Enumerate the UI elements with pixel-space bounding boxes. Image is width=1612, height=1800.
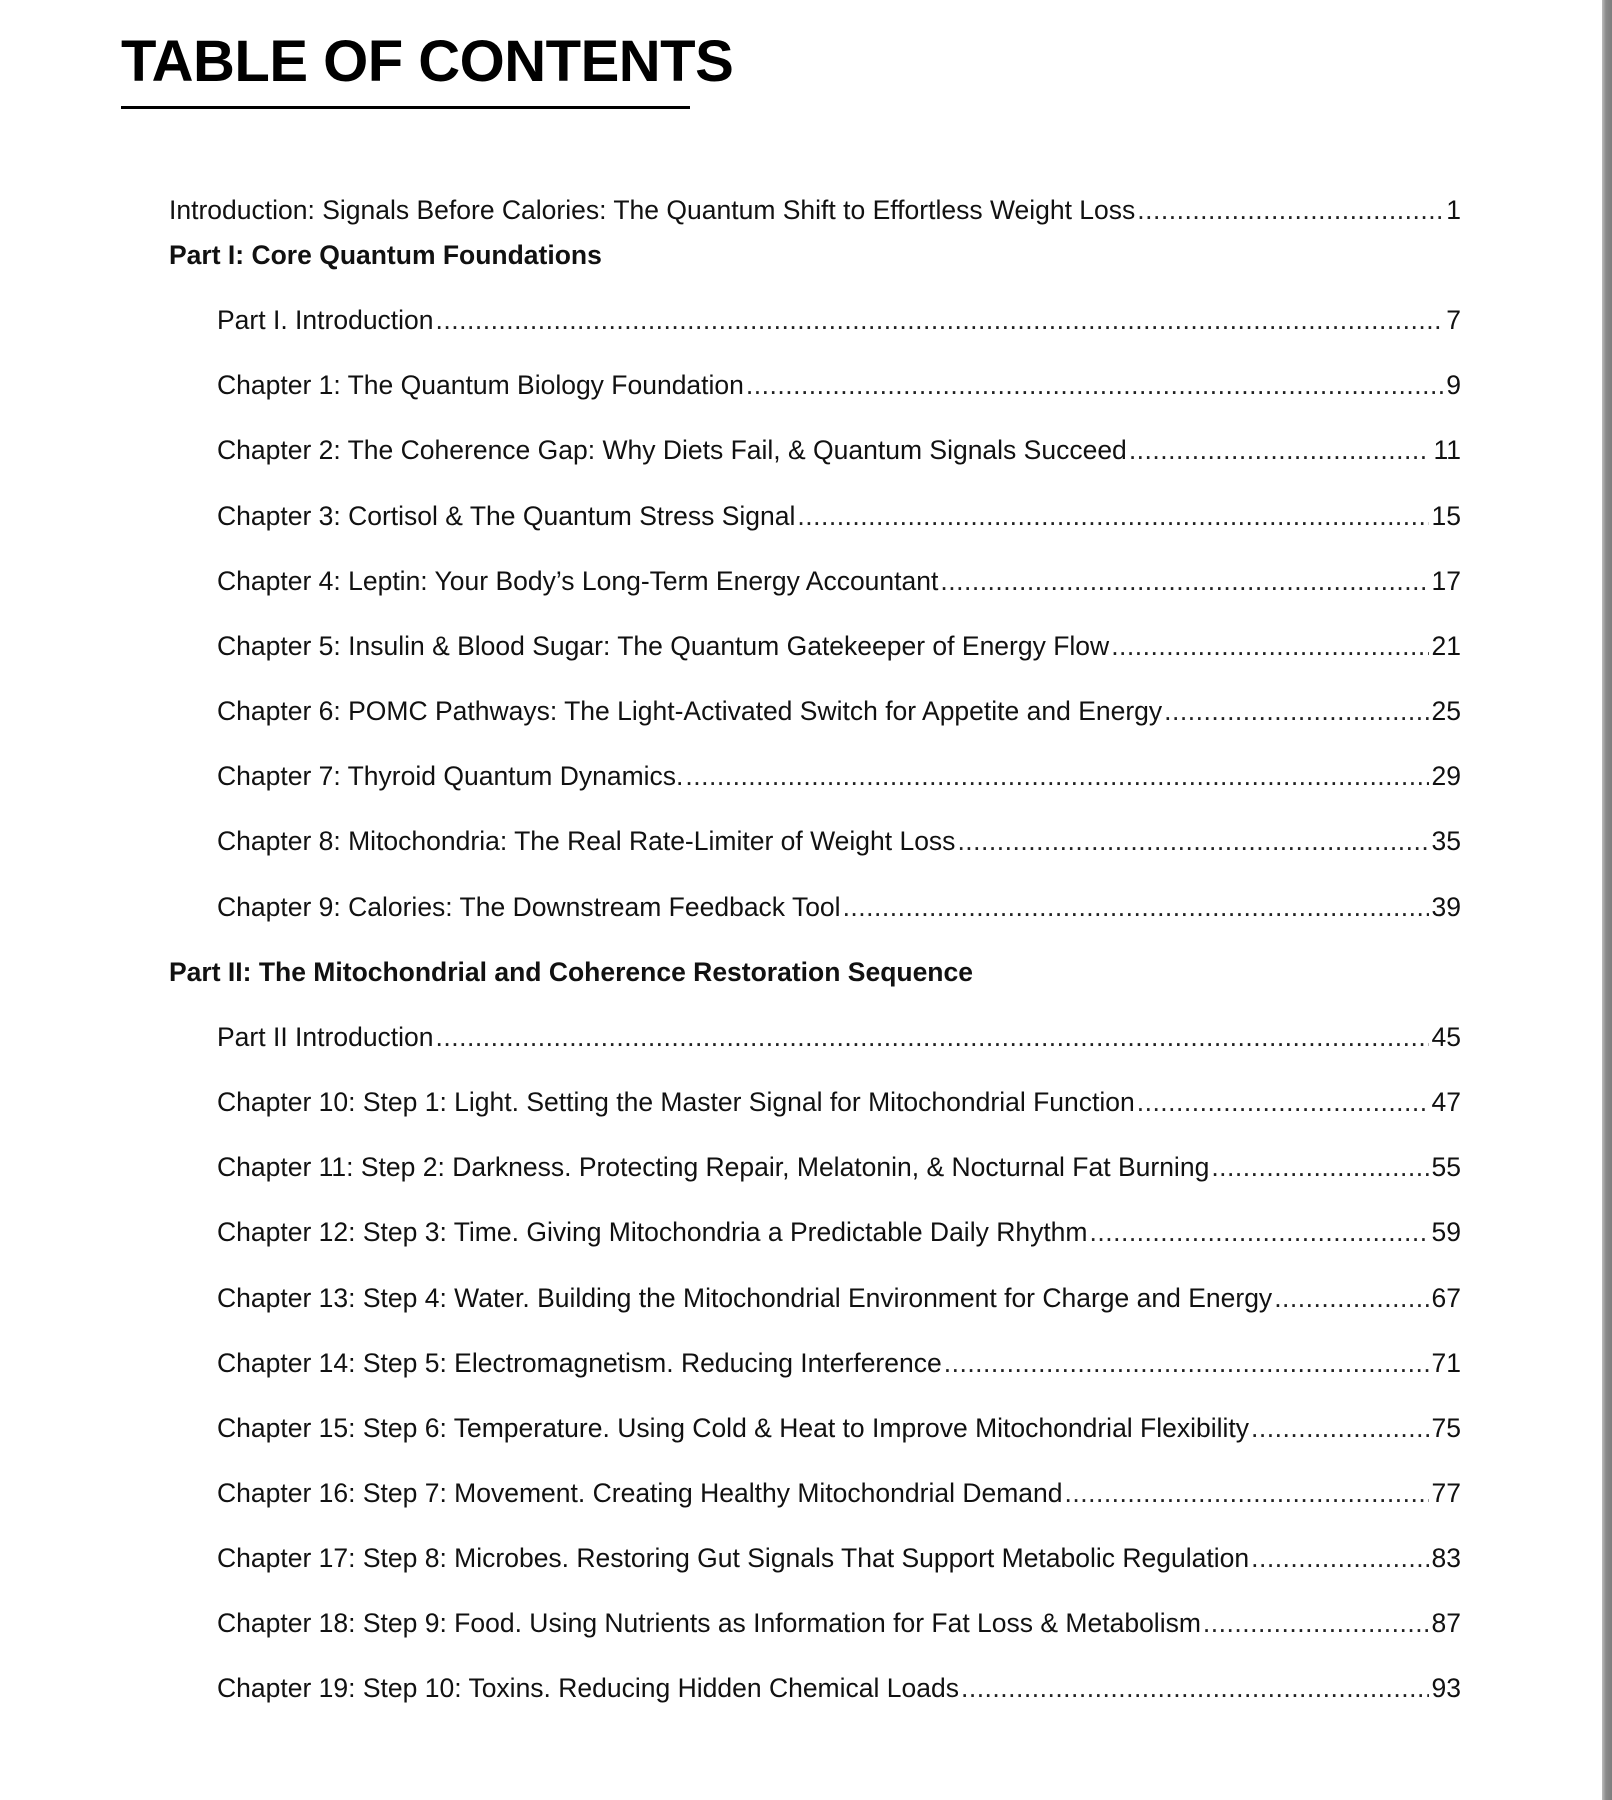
dot-leader <box>1090 1215 1429 1249</box>
toc-entry-label: Chapter 4: Leptin: Your Body’s Long-Term Energy Accountant <box>217 566 939 596</box>
toc-entry-page: 1 <box>1446 195 1461 225</box>
dot-leader <box>1203 1606 1429 1640</box>
toc-entry[interactable] <box>217 1346 1461 1380</box>
toc-entry-label: Chapter 5: Insulin & Blood Sugar: The Quantum Gatekeeper of Energy Flow <box>217 631 1110 661</box>
part-heading-1: Part I: Core Quantum Foundations <box>169 240 602 270</box>
toc-entry[interactable] <box>217 824 1461 858</box>
toc-entry-label: Chapter 18: Step 9: Food. Using Nutrients as Information for Fat Loss & Metabolism <box>217 1608 1201 1638</box>
toc-entry[interactable] <box>217 303 1461 337</box>
dot-leader <box>797 499 1428 533</box>
toc-entry-label: Chapter 12: Step 3: Time. Giving Mitochondria a Predictable Daily Rhythm <box>217 1217 1088 1247</box>
dot-leader <box>1211 1150 1428 1184</box>
toc-entry-label: Part II Introduction <box>217 1022 434 1052</box>
toc-entry[interactable] <box>217 1671 1461 1705</box>
toc-entry-page: 71 <box>1431 1348 1461 1378</box>
toc-entry-label: Introduction: Signals Before Calories: The Quantum Shift to Effortless Weight Loss <box>169 195 1136 225</box>
toc-entry[interactable] <box>217 1411 1461 1445</box>
toc-entry[interactable] <box>217 1150 1461 1184</box>
toc-entry[interactable] <box>217 564 1461 598</box>
dot-leader <box>1137 193 1443 227</box>
dot-leader <box>1111 629 1428 663</box>
toc-entry-page: 15 <box>1431 501 1461 531</box>
toc-entry-label: Chapter 14: Step 5: Electromagnetism. Reducing Interference <box>217 1348 942 1378</box>
toc-entry-label: Chapter 8: Mitochondria: The Real Rate-Limiter of Weight Loss <box>217 826 956 856</box>
toc-entry[interactable] <box>217 1606 1461 1640</box>
page-edge-shadow <box>1602 0 1612 1800</box>
toc-entry-page: 17 <box>1431 566 1461 596</box>
toc-entry-page: 87 <box>1431 1608 1461 1638</box>
toc-entry[interactable] <box>217 1020 1461 1054</box>
toc-entry[interactable] <box>217 1281 1461 1315</box>
dot-leader <box>746 368 1443 402</box>
toc-entry[interactable] <box>217 759 1461 793</box>
toc-entry-page: 47 <box>1431 1087 1461 1117</box>
toc-entry[interactable] <box>217 1215 1461 1249</box>
toc-entry-label: Chapter 1: The Quantum Biology Foundation <box>217 370 744 400</box>
toc-entry-page: 59 <box>1431 1217 1461 1247</box>
toc-entry-label: Chapter 15: Step 6: Temperature. Using Cold & Heat to Improve Mitochondrial Flexibility <box>217 1413 1250 1443</box>
toc-entry-page: 25 <box>1431 696 1461 726</box>
dot-leader <box>944 1346 1429 1380</box>
toc-entry-label: Chapter 17: Step 8: Microbes. Restoring Gut Signals That Support Metabolic Regulation <box>217 1543 1250 1573</box>
dot-leader <box>843 890 1429 924</box>
toc-entry[interactable] <box>217 1541 1461 1575</box>
toc-entry[interactable] <box>217 1476 1461 1510</box>
dot-leader <box>436 1020 1429 1054</box>
toc-entry-page: 21 <box>1431 631 1461 661</box>
toc-entry-page: 11 <box>1433 435 1461 465</box>
toc-entry-page: 9 <box>1446 370 1461 400</box>
toc-entry[interactable] <box>217 499 1461 533</box>
dot-leader <box>1251 1411 1428 1445</box>
toc-entry-label: Chapter 9: Calories: The Downstream Feedback Tool <box>217 892 841 922</box>
title-underline <box>121 106 690 109</box>
toc-entry-label: Chapter 19: Step 10: Toxins. Reducing Hidden Chemical Loads <box>217 1673 959 1703</box>
toc-entry-label: Chapter 16: Step 7: Movement. Creating Healthy Mitochondrial Demand <box>217 1478 1063 1508</box>
page-title: TABLE OF CONTENTS <box>121 29 734 94</box>
toc-entry-label: Chapter 3: Cortisol & The Quantum Stress Signal <box>217 501 796 531</box>
toc-entry[interactable] <box>217 629 1461 663</box>
toc-entry-page: 39 <box>1431 892 1461 922</box>
toc-entry-label: Chapter 13: Step 4: Water. Building the Mitochondrial Environment for Charge and Energy <box>217 1283 1273 1313</box>
toc-entry[interactable] <box>217 1085 1461 1119</box>
toc-entry-page: 7 <box>1446 305 1461 335</box>
toc-entry-page: 93 <box>1431 1673 1461 1703</box>
toc-entry-page: 45 <box>1431 1022 1461 1052</box>
dot-leader <box>1274 1281 1428 1315</box>
toc-entry-page: 29 <box>1431 761 1461 791</box>
dot-leader <box>1164 694 1428 728</box>
toc-entry-label: Chapter 6: POMC Pathways: The Light-Activated Switch for Appetite and Energy <box>217 696 1163 726</box>
dot-leader <box>1137 1085 1429 1119</box>
dot-leader <box>436 303 1444 337</box>
toc-entry-page: 35 <box>1431 826 1461 856</box>
dot-leader <box>957 824 1428 858</box>
toc-entry-label: Chapter 7: Thyroid Quantum Dynamics. <box>217 761 684 791</box>
toc-entry-page: 75 <box>1431 1413 1461 1443</box>
toc-entry[interactable] <box>217 368 1461 402</box>
toc-entry[interactable] <box>217 433 1461 467</box>
toc-entry-label: Chapter 2: The Coherence Gap: Why Diets Fail, & Quantum Signals Succeed <box>217 435 1127 465</box>
toc-entry-page: 67 <box>1431 1283 1461 1313</box>
toc-entry-label: Chapter 10: Step 1: Light. Setting the Master Signal for Mitochondrial Function <box>217 1087 1135 1117</box>
dot-leader <box>1251 1541 1428 1575</box>
toc-entry-page: 83 <box>1431 1543 1461 1573</box>
dot-leader <box>940 564 1428 598</box>
toc-entry[interactable] <box>217 890 1461 924</box>
dot-leader <box>1129 433 1431 467</box>
toc-entry-introduction[interactable] <box>169 193 1461 227</box>
toc-entry-page: 77 <box>1431 1478 1461 1508</box>
dot-leader <box>961 1671 1429 1705</box>
dot-leader <box>1065 1476 1429 1510</box>
toc-entry[interactable] <box>217 694 1461 728</box>
dot-leader <box>685 759 1428 793</box>
toc-entry-label: Part I. Introduction <box>217 305 434 335</box>
toc-entry-page: 55 <box>1431 1152 1461 1182</box>
part-heading-2: Part II: The Mitochondrial and Coherence Restoration Sequence <box>169 957 973 987</box>
toc-entry-label: Chapter 11: Step 2: Darkness. Protecting Repair, Melatonin, & Nocturnal Fat Burning <box>217 1152 1210 1182</box>
